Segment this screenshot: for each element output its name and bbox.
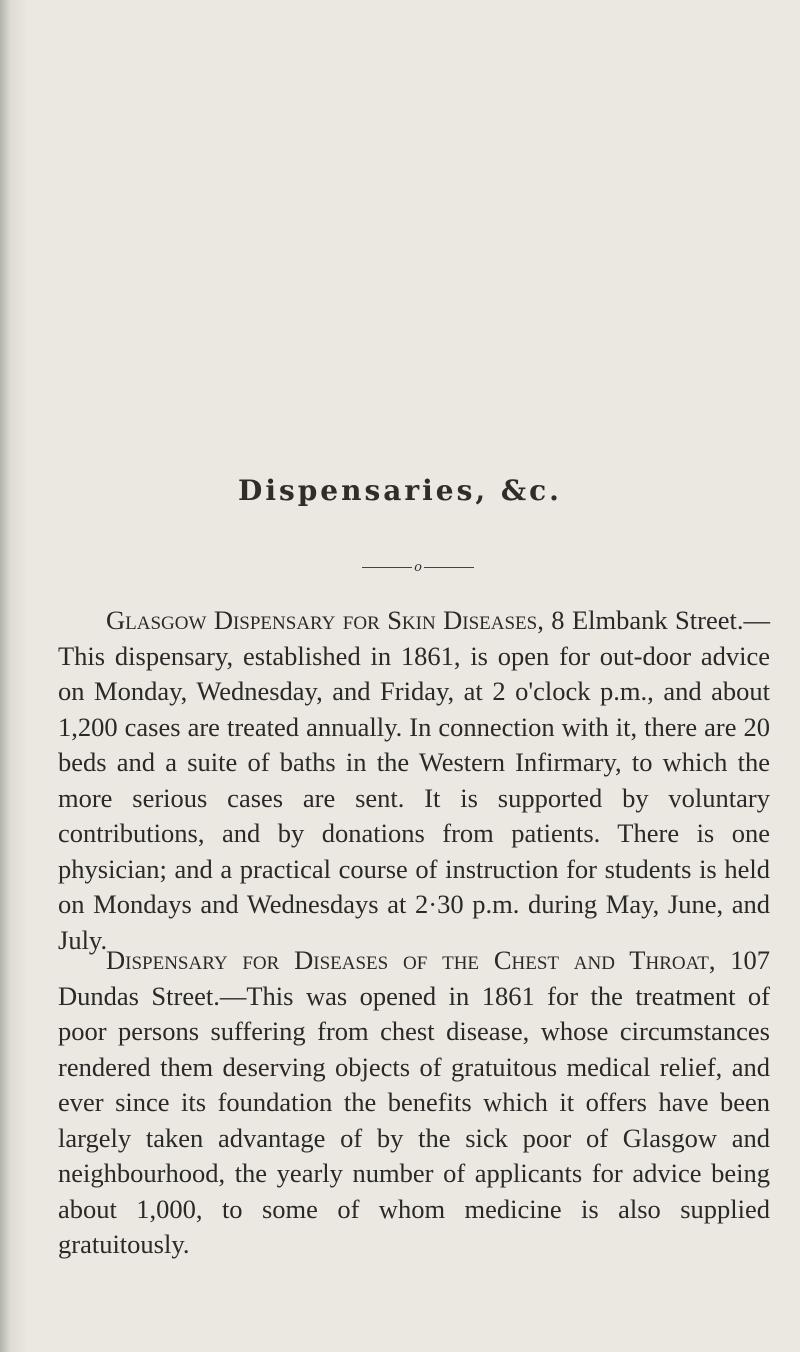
entry-title: Dispensary for Diseases of the Chest and Throat, [106,945,716,975]
entry-body: 107 Dundas Street.—This was opened in 1861 for the treatment of poor persons suffering from chest disease, whose circumstances rendered them deserving objects of gratuitous medical relief, and ever since its foundation the benefits which it offers have been largely taken advantage of by the sick poor of Glasgow and neighbourhood, the yearly number of applicants for advice being about 1,000, to some of whom medicine is also supplied gratuitously. [58,945,771,1259]
entry-skin-dispensary [58,603,770,958]
ornamental-divider [362,556,474,578]
divider-rule-right [424,567,474,568]
divider-rule-left [362,567,412,568]
entry-body: 8 Elmbank Street.—This dispensary, established in 1861, is open for out-door advice on Monday, Wednesday, and Friday, at 2 o'clock p.m., and about 1,200 cases are treated annually. In connection with it, there are 20 beds and a suite of baths in the Western Infirmary, to which the more serious cases are sent. It is supported by voluntary contributions, and by donations from patients. There is one physician; and a practical course of instruction for students is held on Mondays and Wednesdays at 2·30 p.m. during May, June, and July. [58,605,770,955]
entry-chest-throat-dispensary [58,943,770,1263]
entry-title: Glasgow Dispensary for Skin Diseases, [106,605,544,635]
divider-mark: o [414,559,422,575]
section-heading: Dispensaries, &c. [238,474,562,507]
